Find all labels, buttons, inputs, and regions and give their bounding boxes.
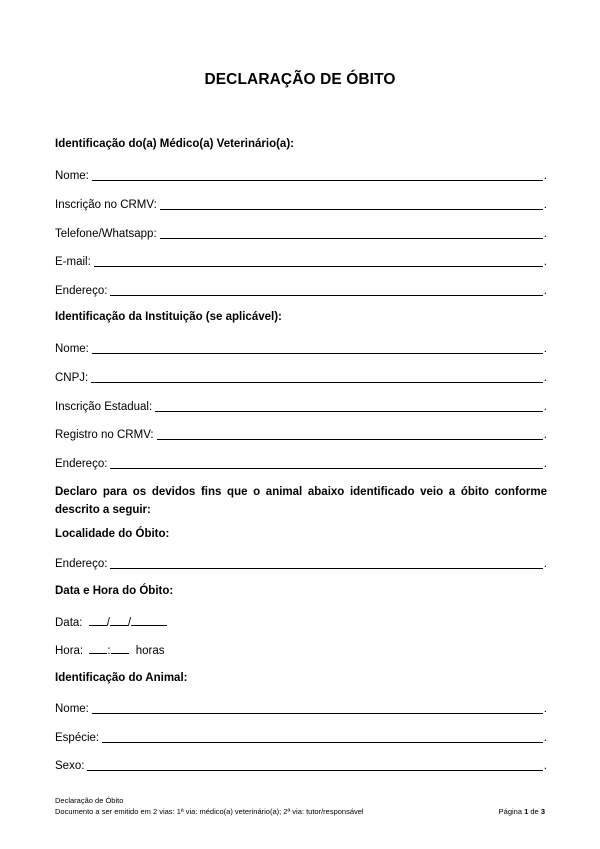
fill-line[interactable] bbox=[155, 410, 543, 412]
date-label: Data: bbox=[55, 617, 83, 629]
time-label: Hora: bbox=[55, 645, 84, 657]
date-month-blank[interactable] bbox=[110, 614, 128, 626]
field-institution-address[interactable] bbox=[55, 455, 547, 471]
field-label: Registro no CRMV: bbox=[55, 429, 154, 441]
field-label: Sexo: bbox=[55, 760, 85, 772]
fill-line[interactable] bbox=[110, 467, 542, 469]
line-end: . bbox=[543, 170, 547, 182]
section-heading-institution: Identificação da Instituição (se aplicável): bbox=[55, 311, 282, 323]
date-separator: / bbox=[127, 617, 132, 629]
time-suffix: horas bbox=[135, 645, 165, 657]
field-label: Inscrição Estadual: bbox=[55, 401, 153, 413]
fill-line[interactable] bbox=[160, 237, 543, 239]
page-word: Página bbox=[498, 807, 523, 816]
field-label: Endereço: bbox=[55, 558, 108, 570]
fill-line[interactable] bbox=[92, 352, 543, 354]
section-heading-datetime: Data e Hora do Óbito: bbox=[55, 585, 174, 597]
footer-info bbox=[55, 795, 364, 817]
footer-doc-name: Declaração de Óbito bbox=[55, 796, 124, 805]
line-end: . bbox=[543, 401, 547, 413]
field-institution-cnpj[interactable] bbox=[55, 369, 547, 385]
line-end: . bbox=[543, 703, 547, 715]
declaration-text: Declaro para os devidos fins que o animal abaixo identificado veio a óbito conforme descrito a seguir: bbox=[55, 486, 547, 516]
fill-line[interactable] bbox=[94, 265, 543, 267]
line-end: . bbox=[543, 256, 547, 268]
fill-line[interactable] bbox=[92, 712, 543, 714]
line-end: . bbox=[543, 760, 547, 772]
field-vet-address[interactable] bbox=[55, 282, 547, 298]
line-end: . bbox=[543, 429, 547, 441]
time-minute-blank[interactable] bbox=[111, 642, 129, 654]
field-location-address[interactable] bbox=[55, 555, 547, 571]
page-number bbox=[499, 806, 545, 817]
field-animal-name[interactable] bbox=[55, 700, 547, 716]
line-end: . bbox=[543, 285, 547, 297]
field-institution-state-registration[interactable] bbox=[55, 398, 547, 414]
fill-line[interactable] bbox=[91, 381, 543, 383]
field-label: Nome: bbox=[55, 343, 89, 355]
field-label: Inscrição no CRMV: bbox=[55, 199, 157, 211]
field-animal-sex[interactable] bbox=[55, 757, 547, 773]
line-end: . bbox=[543, 228, 547, 240]
field-label: Nome: bbox=[55, 703, 89, 715]
field-label: Telefone/Whatsapp: bbox=[55, 228, 157, 240]
section-heading-vet: Identificação do(a) Médico(a) Veterinário(a): bbox=[55, 138, 294, 150]
field-label: Nome: bbox=[55, 170, 89, 182]
field-animal-species[interactable] bbox=[55, 729, 547, 745]
fill-line[interactable] bbox=[92, 179, 543, 181]
field-vet-email[interactable] bbox=[55, 253, 547, 269]
fill-line[interactable] bbox=[102, 741, 543, 743]
fill-line[interactable] bbox=[160, 208, 543, 210]
page-current: 1 bbox=[524, 807, 529, 816]
time-hour-blank[interactable] bbox=[89, 642, 107, 654]
field-institution-crmv[interactable] bbox=[55, 426, 547, 442]
fill-line[interactable] bbox=[87, 769, 542, 771]
line-end: . bbox=[543, 458, 547, 470]
fill-line[interactable] bbox=[157, 438, 543, 440]
section-heading-location: Localidade do Óbito: bbox=[55, 528, 170, 540]
field-vet-crmv[interactable] bbox=[55, 196, 547, 212]
date-separator: / bbox=[106, 617, 110, 629]
field-vet-phone[interactable] bbox=[55, 225, 547, 241]
page-total: 3 bbox=[540, 807, 545, 816]
date-year-blank[interactable] bbox=[131, 614, 167, 626]
date-day-blank[interactable] bbox=[89, 614, 107, 626]
time-separator: : bbox=[107, 645, 111, 657]
field-death-date[interactable] bbox=[55, 614, 167, 630]
field-death-time[interactable] bbox=[55, 642, 165, 658]
section-heading-animal: Identificação do Animal: bbox=[55, 672, 188, 684]
field-label: Espécie: bbox=[55, 732, 100, 744]
document-title: DECLARAÇÃO DE ÓBITO bbox=[204, 71, 396, 88]
fill-line[interactable] bbox=[110, 294, 542, 296]
line-end: . bbox=[543, 343, 547, 355]
field-vet-name[interactable] bbox=[55, 167, 547, 183]
field-label: Endereço: bbox=[55, 285, 108, 297]
fill-line[interactable] bbox=[110, 567, 542, 569]
line-end: . bbox=[543, 199, 547, 211]
footer-note: Documento a ser emitido em 2 vias: 1ª via: médico(a) veterinário(a); 2ª via: tutor/responsável bbox=[55, 807, 364, 816]
line-end: . bbox=[543, 372, 547, 384]
line-end: . bbox=[543, 558, 547, 570]
page-of: de bbox=[530, 807, 539, 816]
field-institution-name[interactable] bbox=[55, 340, 547, 356]
field-label: E-mail: bbox=[55, 256, 91, 268]
line-end: . bbox=[543, 732, 547, 744]
field-label: CNPJ: bbox=[55, 372, 89, 384]
field-label: Endereço: bbox=[55, 458, 108, 470]
